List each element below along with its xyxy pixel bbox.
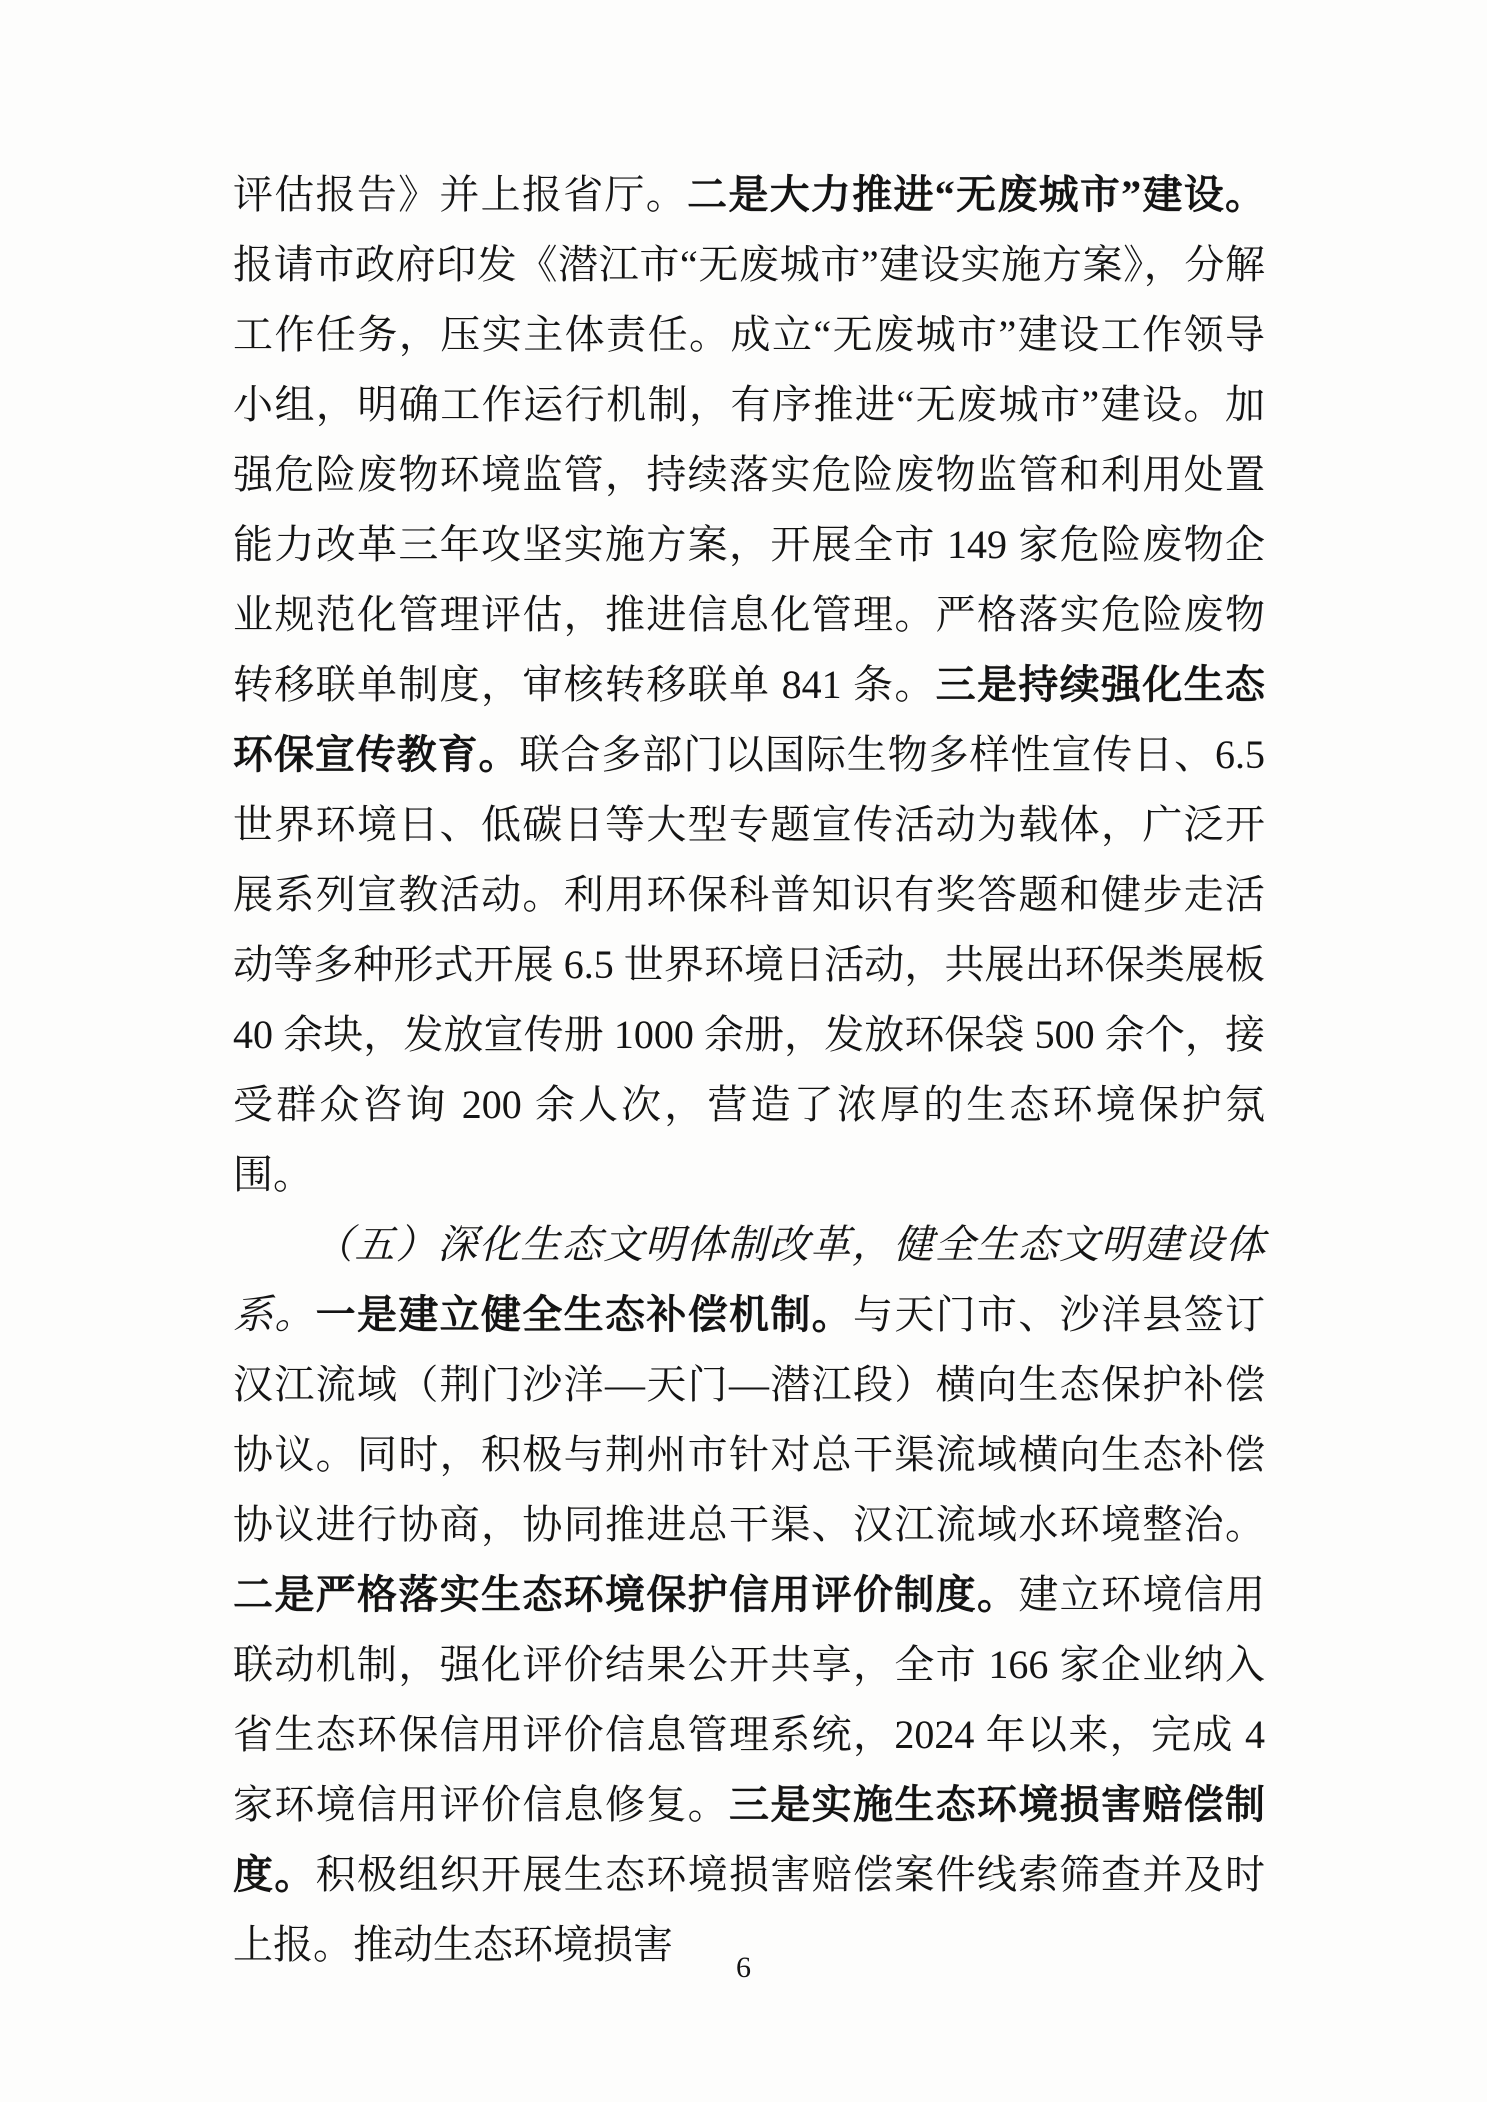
text-segment: （五）深化生态文明体制改革，健全生态文明建设体系。 (233, 1222, 1265, 1337)
text-segment: 三是持续强化生态环保宣传教育。 (233, 662, 1266, 777)
text-segment: 评估报告》并上报省厅。 (233, 172, 688, 217)
text-segment: 三是实施生态环境损害赔偿制度。 (233, 1782, 1265, 1897)
paragraph (233, 160, 1265, 1210)
text-segment: 积极组织开展生态环境损害赔偿案件线索筛查并及时上报。推动生态环境损害 (233, 1852, 1266, 1967)
page-number: 6 (736, 1951, 751, 1984)
paragraph (233, 1210, 1265, 1980)
text-segment: 报请市政府印发《潜江市“无废城市”建设实施方案》，分解工作任务，压实主体责任。成立“无废城市”建设工作领导小组，明确工作运行机制，有序推进“无废城市”建设。加强危险废物环境监管，持续落实危险废物监管和利用处置能力改革三年攻坚实施方案，开展全市 149 家危险废物企业规范化管理评估，推进信息化管理。严格落实危险废物转移联单制度，审核转移联单 841 条。 (233, 242, 1265, 707)
text-segment: 二是大力推进“无废城市”建设。 (687, 172, 1266, 217)
document-body (233, 160, 1265, 1980)
text-segment: 二是严格落实生态环境保护信用评价制度。 (233, 1572, 1019, 1617)
text-segment: 联合多部门以国际生物多样性宣传日、6.5 世界环境日、低碳日等大型专题宣传活动为载体，广泛开展系列宣教活动。利用环保科普知识有奖答题和健步走活动等多种形式开展 6.5 世界环境日活动，共展出环保类展板 40 余块，发放宣传册 1000 余册，发放环保袋 500 余个，接受群众咨询 200 余人次，营造了浓厚的生态环境保护氛围。 (233, 732, 1266, 1197)
text-segment: 一是建立健全生态补偿机制。 (315, 1292, 854, 1337)
text-segment: 与天门市、沙洋县签订汉江流域（荆门沙洋—天门—潜江段）横向生态保护补偿协议。同时，积极与荆州市针对总干渠流域横向生态补偿协议进行协商，协同推进总干渠、汉江流域水环境整治。 (233, 1292, 1266, 1547)
text-segment: 建立环境信用联动机制，强化评价结果公开共享，全市 166 家企业纳入省生态环保信用评价信息管理系统，2024 年以来，完成 4 家环境信用评价信息修复。 (233, 1572, 1266, 1827)
